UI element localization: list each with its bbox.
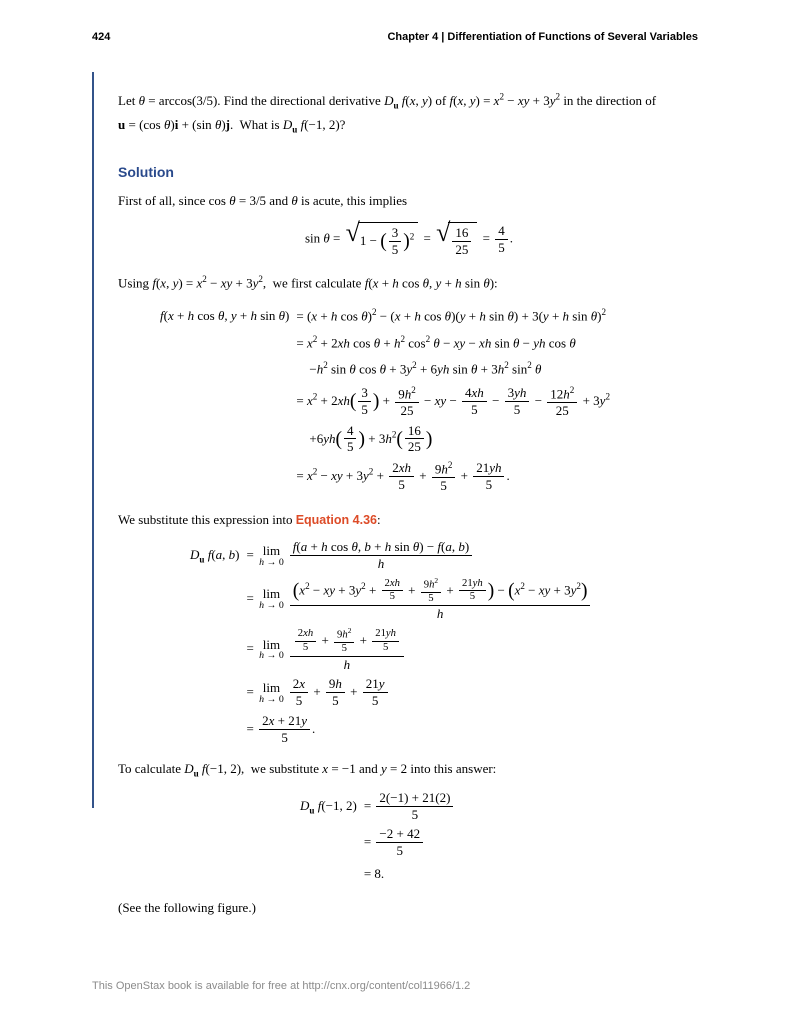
equation-line: = $x^2$ − xy + $3y^2$ + $\frac{2xh}{5}$ + $\frac{9h^2}{5}$ + $\frac{21yh}{5}$ . [296,460,510,494]
equation-line: = $x^2 + 2xh$( $\frac{3}{5}$ ) + $\frac{9h^2}{25}$ − xy − $\frac{4xh}{5}$ − $\frac{3yh}{5}$ − $\frac{12h^2}{25}$ + $3y^2$ [296,384,610,418]
problem-line-2: u = (cos θ)i + (sin θ)j. What is $D_u$ f(−1, 2)? [118,117,346,135]
problem-statement [118,90,700,138]
equation-lhs: $D_u$ f(a, b) [190,547,240,565]
equation-line: = $\frac{-2 + 42}{5}$ [364,827,456,859]
equation-4-36-link[interactable]: Equation 4.36 [295,512,377,527]
equation-line: = lim h → 0 $\frac{2x}{5}$ + $\frac{9h}{5}$ + $\frac{21y}{5}$ [247,677,593,709]
equation-line: = lim h → 0 ($x^2$ − xy + $3y^2$ + $\frac{2xh}{5}$ + $\frac{9h^2}{5}$ + $\frac{21yh}{5}$ ) − ($x^2$ − xy + $3y^2$) h [247,577,593,622]
equation-line: = lim h → 0 $\frac{2xh}{5}$ + $\frac{9h^2}{5}$ + $\frac{21yh}{5}$ h [247,627,593,672]
chapter-title: Chapter 4 | Differentiation of Functions of Several Variables [387,31,698,43]
limit-equation-block [190,540,700,745]
solution-paragraph-4: To calculate $D_u$ f(−1, 2), we substitute x = −1 and y = 2 into this answer: [118,761,497,779]
solution-heading: Solution [118,164,174,181]
equation-lhs: f(x + h cos θ, y + h sin θ) [160,307,290,323]
page-footer: This OpenStax book is available for free at http://cnx.org/content/col11966/1.2 [92,980,471,992]
solution-paragraph-1: First of all, since cos θ = 3/5 and θ is acute, this implies [118,193,408,209]
figure-note: (See the following figure.) [118,900,256,916]
page-number: 424 [92,31,111,43]
solution-paragraph-2: Using f(x, $y) = x^2$ − xy + $3y^2$, we first calculate f(x + h cos θ, y + h sin θ): [118,273,498,291]
problem-line-1: Let θ = arccos(3/5). Find the directional derivative $D_u$ f(x, y) of f(x, $y) = x^2$ − xy + $3y^2$ in the direction of [118,92,657,111]
page-content [118,90,700,918]
equation-line: = $\frac{2(-1) + 21(2)}{5}$ [364,791,456,823]
sin-theta-equation: sin θ = √ 1 − ( $\frac{3}{5}$ )$^2$ = √ $\frac{16}{25}$ = $\frac{4}{5}$ . [304,218,514,258]
expansion-equation-block [160,305,700,494]
solution-paragraph-3 [118,510,700,530]
example-rule [92,72,94,808]
paragraph-text: We substitute this expression into [118,511,296,527]
equation-line: $-h^2$ sin θ $\cos \theta + 3y^2 + 6yh$ $\sin \theta + 3h^2$ $\sin^2 \theta$ [309,360,542,377]
equation-line: +6yh( $\frac{4}{5}$ ) + $3h^2$( $\frac{16}{25}$ ) [309,422,433,455]
equation-line: = $x^2 + 2xh$ $\cos \theta + h^2$ $\cos^2 \theta$ − xy − xh sin θ − yh cos θ [296,333,576,351]
equation-lhs: $D_u$ f(−1, 2) [300,797,357,816]
paragraph-text: : [376,511,381,527]
page-header [92,31,698,43]
equation-line: = 8. [363,865,385,881]
equation-line: = $\frac{2x + 21y}{5}$ . [246,712,316,745]
equation-line: = lim h → 0 $\frac{\text{f(a + h cos θ, b + h sin θ) − f(a, b)}}{h}$ [247,540,593,572]
equation-line: = (x + h cos θ)$^2$ − (x + h cos θ)(y + h sin θ) + 3(y + h sin θ)$^2$ [296,307,606,324]
evaluation-equation-block [300,791,700,884]
